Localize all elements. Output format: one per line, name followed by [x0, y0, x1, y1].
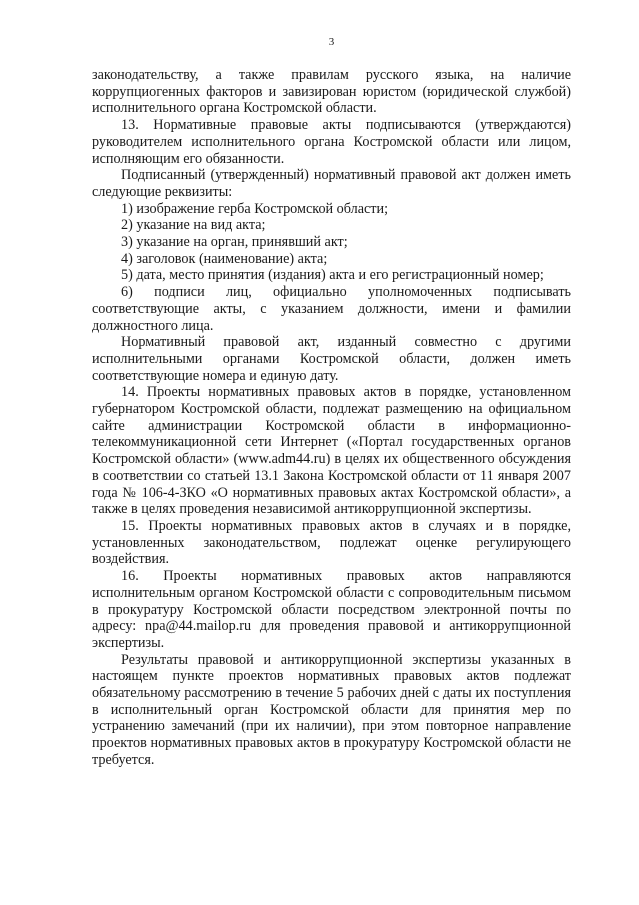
- paragraph-item-13: 13. Нормативные правовые акты подписываются (утверждаются) руководителем исполнительного органа Костромской области или лицом, исполняющим его обязанности.: [92, 117, 571, 167]
- paragraph-continuation: законодательству, а также правилам русского языка, на наличие коррупциогенных факторов и завизирован юристом (юридической службой) исполнительного органа Костромской области.: [92, 67, 571, 117]
- requisite-item-5: 5) дата, место принятия (издания) акта и его регистрационный номер;: [121, 267, 544, 284]
- requisite-item-3: 3) указание на орган, принявший акт;: [121, 234, 348, 251]
- requisite-item-2: 2) указание на вид акта;: [121, 217, 266, 234]
- paragraph-item-14: 14. Проекты нормативных правовых актов в порядке, установленном губернатором Костромской области, подлежат размещению на официальном сайте администрации Костромской области в информационно-телекоммуникационной сети Интернет («Портал государственных органов Костромской области» (www.adm44.ru) в целях их общественного обсуждения в соответствии со статьей 13.1 Закона Костромской области от 11 января 2007 года № 106-4-ЗКО «О нормативных правовых актах Костромской области», а также в целях проведения независимой антикоррупционной экспертизы.: [92, 384, 571, 518]
- page-number: 3: [328, 36, 335, 48]
- document-body: [92, 67, 571, 769]
- paragraph-expertise-results: Результаты правовой и антикоррупционной экспертизы указанных в настоящем пункте проектов нормативных правовых актов подлежат обязательному рассмотрению в течение 5 рабочих дней с даты их поступления в исполнительный орган Костромской области для принятия мер по устранению замечаний (при их наличии), при этом повторное направление проектов нормативных правовых актов в прокуратуру Костромской области не требуется.: [92, 651, 571, 768]
- requisite-item-4: 4) заголовок (наименование) акта;: [121, 250, 328, 267]
- paragraph-requisites-intro: Подписанный (утвержденный) нормативный правовой акт должен иметь следующие реквизиты:: [92, 167, 571, 200]
- paragraph-item-16: 16. Проекты нормативных правовых актов направляются исполнительным органом Костромской области с сопроводительным письмом в прокуратуру Костромской области посредством электронной почты по адресу: npa@44.mailop.ru для проведения правовой и антикоррупционной экспертизы.: [92, 568, 571, 651]
- requisite-item-6: 6) подписи лиц, официально уполномоченных подписывать соответствующие акты, с указанием должности, имени и фамилии должностного лица.: [92, 284, 571, 334]
- requisite-item-1: 1) изображение герба Костромской области;: [121, 200, 389, 217]
- paragraph-joint-act: Нормативный правовой акт, изданный совместно с другими исполнительными органами Костромской области, должен иметь соответствующие номера и единую дату.: [92, 334, 571, 384]
- paragraph-item-15: 15. Проекты нормативных правовых актов в случаях и в порядке, установленных законодательством, подлежат оценке регулирующего воздействия.: [92, 517, 571, 568]
